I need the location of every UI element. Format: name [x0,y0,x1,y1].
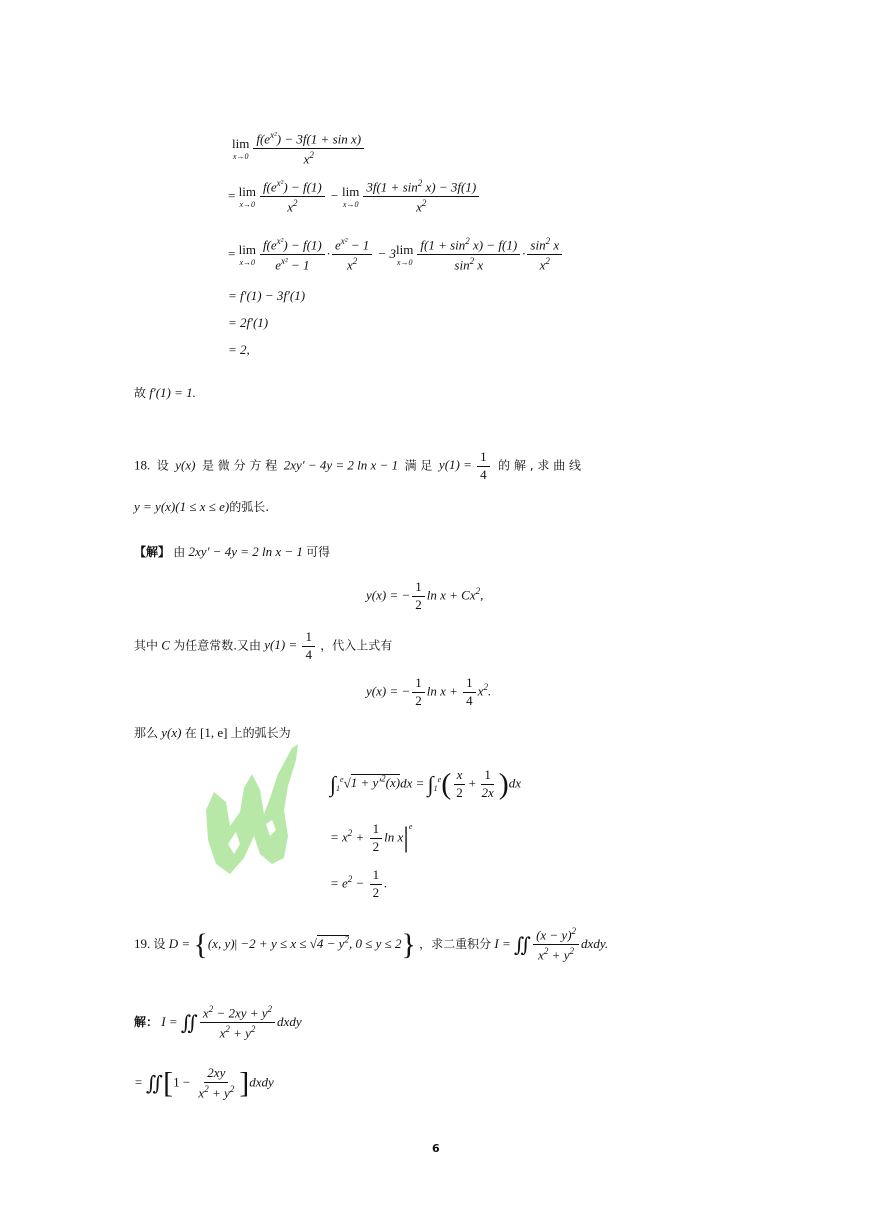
p18-sol-e: ，代入上式有 [320,638,393,653]
p17-line3: = lim x→0 $\frac{f(e^{x^2}) - f(1)}{e^{x^2} - 1}$ · $\frac{e^{x^2} - 1}{x^2}$ − 3 lim x→0 $\frac{f(1 + \sin^2 x) - f(1)}{\sin^2 x}$ · $\frac{\sin^2 x}{x^2}$ [228,236,564,274]
p18-constant-line: 其中 C 为任意常数.又由 y(1) = $\frac{1}{4}$ ，代入上式有 [134,629,393,662]
p18-general-solution: y(x) = − $\frac{1}{2}$ $\ln x + Cx^2$, [366,579,484,612]
p17-conclusion-math: f′(1) = 1. [149,385,196,400]
p19-solution-label: 解： [134,1014,159,1029]
p19-text-b: ，求二重积分 [419,936,492,951]
p18-question-line2: y = y(x)(1 ≤ x ≤ e)的弧长. [134,499,270,514]
p18-text-e: 的弧长. [229,500,270,514]
p19-text-a: 设 [153,936,166,951]
p19-question: 19. 设 D = {(x, $y)| -2 + y \le x \le √4 - y^2$, 0 ≤ y ≤ 2} ，求二重积分 I = ∬ $\frac{(x - y)^2}{x^2 + y^2}$ dxdy. [134,926,609,963]
p18-text-c: 满 足 [404,458,433,473]
p18-arclength-integral: $\int_1^e√1 + y'^2(x)dx = \int_1^e$( $\frac{x}{2}$ + $\frac{1}{2x}$ )dx [330,767,522,801]
p17-line4: = f′(1) − 3f′(1) [228,288,306,303]
p18-solution-label: 【解】 [134,545,171,559]
p18-sol-b: 可得 [306,545,331,559]
p19-solution-line2: = ∬[1 − $\frac{2xy}{x^2 + y^2}$ ]dxdy [134,1065,274,1101]
p18-sol-g: 在 [184,726,197,740]
p19-number: 19. [134,935,151,951]
p17-line6: = 2, [228,342,250,357]
p18-arclength-intro: 那么 y(x) 在 [1, e] 上的弧长为 [134,725,291,740]
p18-number: 18. [134,457,151,473]
p17-line1: lim x→0 $\frac{f(e^{x^2}) - 3f(1 + \sin x)}{x^2}$ [232,130,366,168]
highlight-mark [200,740,310,880]
p17-line2: = lim x→0 $\frac{f(e^{x^2}) - f(1)}{x^2}$ − lim x→0 $\frac{3f(1 + \sin^2 x) - 3f(1)}{x^2}$ [228,178,481,216]
p18-sol-h: 上的弧长为 [230,726,291,740]
p18-question: 18. 设 y(x) 是 微 分 方 程 2xy′ − 4y = 2 ln x − 1 满 足 y(1) = $\frac{1}{4}$ 的 解 , 求 曲 线 [134,449,582,482]
p18-sol-c: 其中 [134,638,159,653]
p18-sol-a: 由 [173,545,186,559]
p18-sol-d: 为任意常数.又由 [173,638,262,653]
p18-arclength-antiderivative: = $x^2$ + $\frac{1}{2}$ $\ln x|^e$ [330,821,413,854]
p17-line5: = 2f′(1) [228,315,269,330]
p18-text-d: 的 解 , 求 曲 线 [498,458,582,473]
p18-solution-start: 【解】 由 2xy′ − 4y = 2 ln x − 1 可得 [134,544,331,559]
p18-text-b: 是 微 分 方 程 [201,458,278,473]
p17-conclusion-prefix: 故 [134,386,147,400]
p18-arclength-result: = $e^2$ − $\frac{1}{2}$ . [330,867,388,900]
p17-conclusion [134,384,196,401]
page-number: 6 [432,1142,440,1155]
p19-solution-line1: 解： I = ∬ $\frac{x^2 - 2xy + y^2}{x^2 + y^2}$ dxdy [134,1004,302,1041]
p18-sol-f: 那么 [134,726,159,740]
p18-particular-solution: y(x) = − $\frac{1}{2}$ ln x + $\frac{1}{4}$ $x^2$. [366,675,492,708]
p18-text-a: 设 [156,458,169,473]
